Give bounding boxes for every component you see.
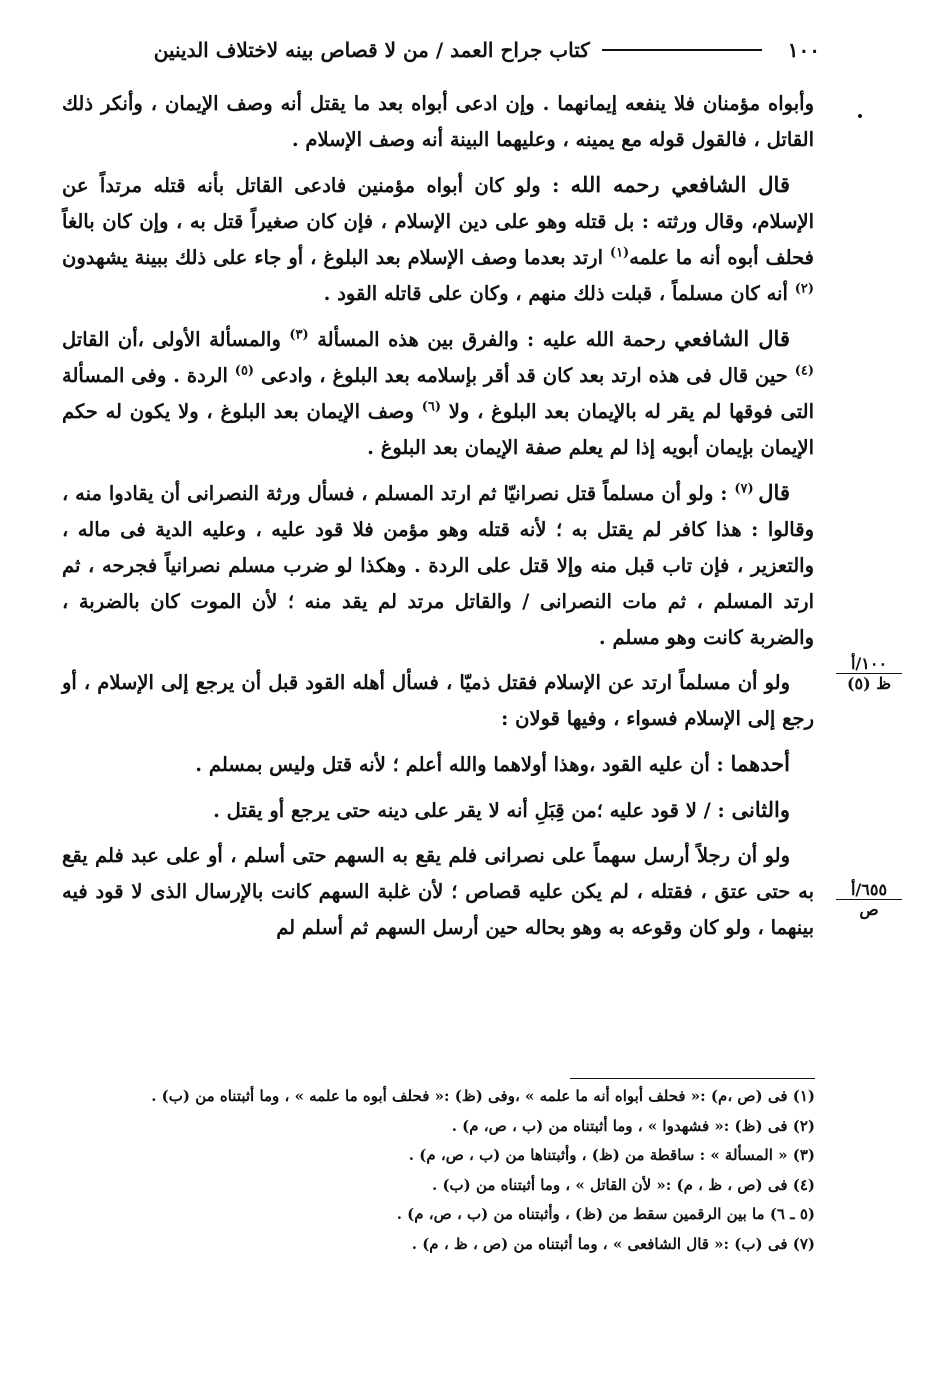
footnote: (٤) فى (ص ، ظ ، م) :« لأن القاتل » ، وما أثبتناه من (ب) . xyxy=(432,1175,815,1194)
footnote: (٧) فى (ب) :« قال الشافعى » ، وما أثبتناه من (ص ، ظ ، م) . xyxy=(411,1234,815,1253)
paragraph: ولو أن مسلماً ارتد عن الإسلام فقتل ذميّا ، فسأل أهله القود قبل أن يرجع إلى الإسلام ، أو رجع إلى الإسلام فسواء ، وفيها قولان : xyxy=(62,671,814,730)
footnote-ref: (٥) xyxy=(234,363,255,379)
footnote: (٣) « المسألة » : ساقطة من (ظ) ، وأثبتناها من (ب ، ص، م) . xyxy=(408,1146,815,1164)
manuscript-siglum: ظ (٥) xyxy=(846,674,892,693)
paragraph xyxy=(62,746,814,783)
footnote-ref: (٤) xyxy=(794,363,814,379)
manuscript-folio-mark xyxy=(836,880,902,919)
running-title: كتاب جراح العمد / من لا قصاص بينه لاختلاف الدينين xyxy=(153,38,590,62)
paragraph-text: : / لا قود عليه ؛من قِبَلِ أنه لا يقر على دينه حتى يرجع أو يقتل . xyxy=(213,799,732,822)
paragraph-text: أنه كان مسلماً ، قبلت ذلك منهم ، وكان على قاتله القود . xyxy=(323,282,795,305)
running-header xyxy=(50,30,820,70)
margin-dot xyxy=(858,114,862,118)
manuscript-siglum: ص xyxy=(859,900,879,919)
footnote-ref: (٣) xyxy=(289,327,309,343)
paragraph xyxy=(62,167,814,312)
footnote: (١) فى (ص ،م) :« فحلف أبواه أنه ما علمه » ،وفى (ظ) :« فحلف أبوه ما علمه » ، وما أثبتناه من (ب) . xyxy=(151,1087,815,1105)
paragraph-text: الردة . وفى المسألة التى فوقها لم يقر له بالإيمان بعد البلوغ ، ولا xyxy=(62,364,814,423)
paragraph-text: وصف الإيمان بعد البلوغ ، ولا يكون له حكم الإيمان بإيمان أبويه إذا لم يعلم صفة الإيمان بعد البلوغ . xyxy=(62,400,814,459)
paragraph-lead: والثانى xyxy=(731,797,790,822)
paragraph: وأبواه مؤمنان فلا ينفعه إيمانهما . وإن ادعى أبواه بعد ما يقتل أنه وصف الإيمان ، وأنكر ذلك القاتل ، فالقول قوله مع يمينه ، وعليهما البينة أنه وصف الإسلام . xyxy=(62,92,814,151)
main-text xyxy=(62,86,814,955)
paragraph-text: : ولو كان أبواه مؤمنين فادعى القاتل بأنه قتله مرتداً عن الإسلام، وقال ورثته : بل قتله وهو على دين الإسلام ، فإن كان صغيراً قتل به ، وإن كان بالغاً فحلف أبوه أنه ما علمه xyxy=(62,174,814,269)
footnote-ref: (٦) xyxy=(421,399,441,415)
paragraph-text: حين قال فى هذه ارتد بعد كان قد أقر بإسلامه بعد البلوغ ، وادعى xyxy=(254,364,795,387)
paragraph-text: ارتد بعدما وصف الإسلام بعد البلوغ ، أو جاء على ذلك ببينة يشهدون xyxy=(62,246,610,269)
folio-number: ٦٥٥/أ xyxy=(836,880,902,900)
paragraph-lead: أحدهما xyxy=(730,751,790,776)
footnote-ref: (١) xyxy=(609,245,630,261)
paragraph: ولو أن رجلاً أرسل سهماً على نصرانى فلم يقع به السهم حتى أسلم ، أو على عبد فلم يقع به حتى عتق ، فقتله ، لم يكن عليه قصاص ؛ لأن غلبة السهم كانت بالإرسال الذى لا قود فيه بينهما ، ولو كان وقوعه به وهو بحاله حين أرسل السهم ثم أسلم لم xyxy=(62,844,814,939)
header-rule xyxy=(602,49,762,51)
paragraph-text: : ولو أن مسلماً قتل نصرانيّا ثم ارتد المسلم ، فسأل ورثة النصرانى أن يقادوا منه ، وقالوا : هذا كافر لم يقتل به ؛ لأنه قتله وهو مؤمن فلا قود عليه ، وعليه الدية فى ماله ، والتعزير ، فإن تاب قبل منه وإلا قتل على الردة . وهكذا لو ضرب مسلم نصرانياً فجرحه ، ثم ارتد المسلم ، ثم مات النصرانى / والقاتل مرتد لم يقد منه ؛ لأن الموت كان بالضربة ، والضربة كانت وهو مسلم . xyxy=(62,482,814,649)
paragraph-text: والمسألة الأولى ،أن القاتل xyxy=(62,328,290,351)
footnote-ref: (٧) xyxy=(734,481,759,497)
paragraph-text: رحمة الله عليه : والفرق بين هذه المسألة xyxy=(308,328,675,351)
footnote-separator xyxy=(570,1078,815,1079)
paragraph-lead: قال xyxy=(758,480,790,505)
paragraph xyxy=(62,321,814,466)
paragraph-text: : أن عليه القود ،وهذا أولاهما والله أعلم ؛ لأنه قتل وليس بمسلم . xyxy=(195,753,731,776)
footnotes xyxy=(90,1082,815,1259)
folio-number: ١٠٠/أ xyxy=(836,654,902,674)
page-number: ١٠٠ xyxy=(787,38,820,62)
footnote: (٢) فى (ظ) :« فشهدوا » ، وما أثبتناه من (ب ، ص، م) . xyxy=(451,1116,815,1135)
paragraph xyxy=(62,475,814,656)
paragraph-lead: قال الشافعي xyxy=(674,326,790,351)
paragraph-lead: قال الشافعي رحمه الله xyxy=(570,172,790,197)
footnote: (٥ ـ ٦) ما بين الرقمين سقط من (ظ) ، وأثبتناه من (ب ، ص، م) . xyxy=(396,1205,815,1223)
manuscript-folio-mark xyxy=(836,654,902,693)
paragraph xyxy=(62,792,814,829)
footnote-ref: (٢) xyxy=(794,281,814,297)
